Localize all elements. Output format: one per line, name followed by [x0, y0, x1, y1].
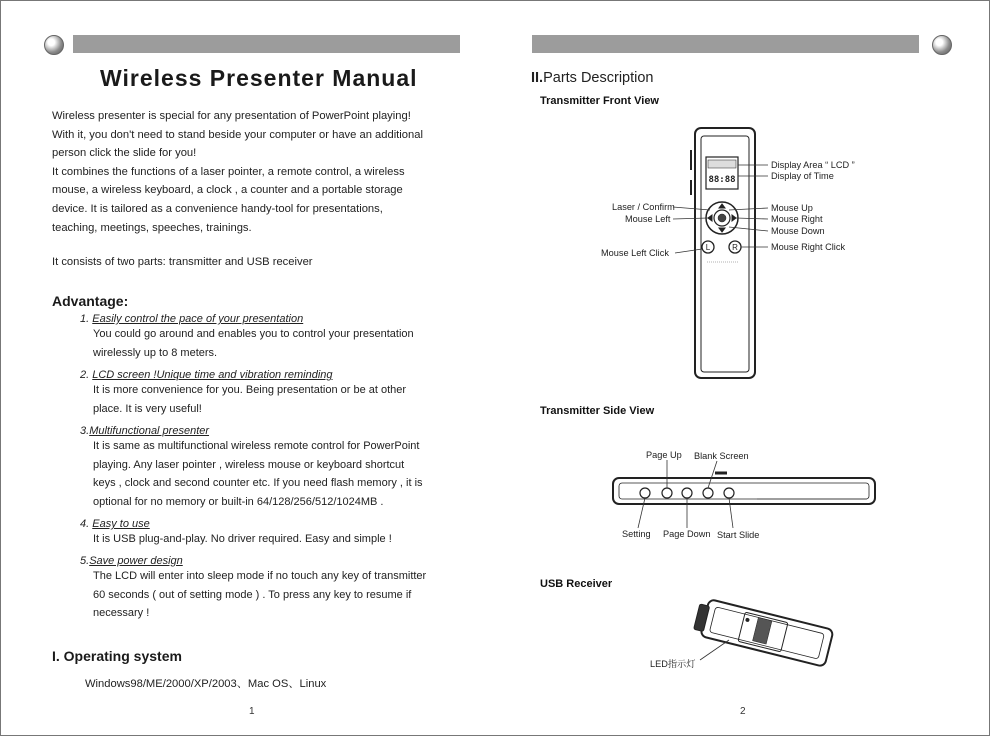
advantage-title: 4. Easy to use — [80, 518, 150, 530]
intro-line: person click the slide for you! — [52, 147, 197, 160]
svg-text:88:88: 88:88 — [708, 175, 736, 185]
left-click-button-label: L — [705, 243, 711, 252]
display-time-label: Display of Time — [771, 171, 834, 181]
intro-line: teaching, meetings, speeches, trainings. — [52, 221, 252, 234]
blank-screen-label: Blank Screen — [694, 451, 749, 461]
usb-receiver-illustration — [692, 597, 833, 667]
mouse-left-click-label: Mouse Left Click — [601, 248, 669, 258]
display-area-label: Display Area “ LCD ” — [771, 160, 855, 170]
advantage-desc: It is more convenience for you. Being presentation or be at other place. It is very useful! — [93, 384, 407, 415]
setting-label: Setting — [622, 529, 651, 539]
header-bar — [73, 35, 460, 53]
advantage-desc: It is USB plug-and-play. No driver required. Easy and simple ! — [93, 533, 392, 545]
start-slide-label: Start Slide — [717, 530, 760, 540]
advantage-desc: You could go around and enables you to control your presentation wirelessly up to 8 meters. — [93, 328, 414, 359]
intro-line: mouse, a wireless keyboard, a clock , a counter and a portable storage — [52, 184, 403, 197]
advantage-desc: The LCD will enter into sleep mode if no touch any key of transmitter 60 seconds ( out of setting mode ) . To press any key to resume if necessary ! — [93, 570, 427, 619]
consists-text: It consists of two parts: transmitter and USB receiver — [52, 256, 313, 268]
right-click-button-label: R — [732, 243, 738, 252]
page-number: 2 — [740, 706, 746, 717]
usb-leader-line — [700, 640, 729, 660]
advantage-item — [80, 555, 480, 623]
page-down-label: Page Down — [663, 529, 711, 539]
advantage-item — [80, 313, 480, 362]
advantage-heading: Advantage: — [52, 293, 129, 309]
advantage-item — [80, 425, 480, 511]
usb-heading: USB Receiver — [540, 578, 613, 590]
front-view-heading: Transmitter Front View — [540, 95, 659, 107]
side-view-heading: Transmitter Side View — [540, 405, 655, 417]
section-title: II.Parts Description — [531, 70, 654, 86]
os-heading: I. Operating system — [52, 648, 182, 664]
intro-paragraph — [52, 107, 423, 237]
advantage-title: 5.Save power design — [80, 555, 183, 567]
intro-line: With it, you don't need to stand beside your computer or have an additional — [52, 128, 423, 141]
advantage-title: 3.Multifunctional presenter — [80, 425, 210, 437]
page-number: 1 — [249, 706, 255, 717]
right-page — [495, 0, 990, 736]
advantage-item — [80, 518, 480, 549]
os-list: Windows98/ME/2000/XP/2003、Mac OS、Linux — [85, 678, 327, 690]
advantage-title: 1. Easily control the pace of your presentation — [80, 313, 304, 325]
transmitter-front-illustration — [691, 128, 755, 378]
parts-diagram — [495, 0, 990, 736]
transmitter-side-illustration — [613, 473, 875, 504]
mouse-right-label: Mouse Right — [771, 214, 823, 224]
side-leader-lines — [638, 460, 733, 528]
mouse-right-click-label: Mouse Right Click — [771, 242, 846, 252]
advantage-item — [80, 369, 480, 418]
intro-line: It combines the functions of a laser pointer, a remote control, a wireless — [52, 165, 405, 178]
mouse-up-label: Mouse Up — [771, 203, 813, 213]
led-indicator-label: LED指示灯 — [650, 659, 696, 669]
intro-line: Wireless presenter is special for any presentation of PowerPoint playing! — [52, 110, 411, 122]
advantage-desc: It is same as multifunctional wireless remote control for PowerPoint playing. Any laser pointer , wireless mouse or keyboard shortcut keys , clock and second counter etc. If you need flash memory , it is optional for no memory or built-in 64/128/256/512/1024MB . — [93, 440, 423, 508]
mouse-down-label: Mouse Down — [771, 226, 825, 236]
intro-line: device. It is tailored as a convenience handy-tool for presentations, — [52, 202, 383, 215]
circle-bullet-icon — [44, 35, 64, 55]
page-up-label: Page Up — [646, 450, 682, 460]
laser-confirm-label: Laser / Confirm — [612, 202, 675, 212]
mouse-left-label: Mouse Left — [625, 214, 671, 224]
page-title: Wireless Presenter Manual — [100, 65, 418, 91]
advantage-title: 2. LCD screen !Unique time and vibration reminding — [80, 369, 333, 381]
